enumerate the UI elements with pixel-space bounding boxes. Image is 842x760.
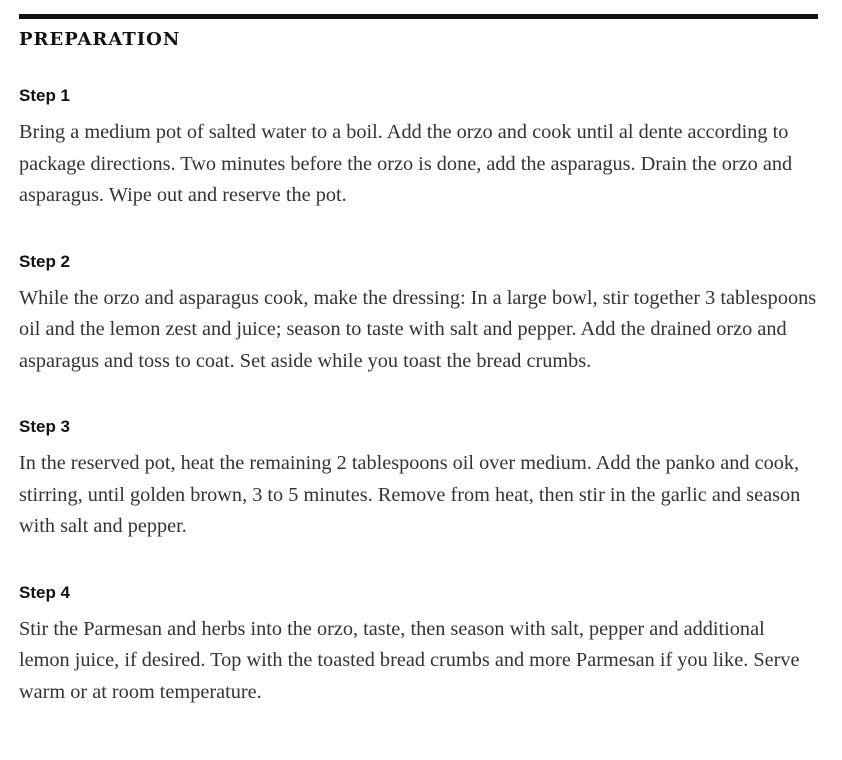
- step-2-label: Step 2: [19, 251, 71, 271]
- step-2: [19, 251, 818, 378]
- step-1-text: Bring a medium pot of salted water to a boil. Add the orzo and cook until al dente according to package directions. Two minutes before the orzo is done, add the asparagus. Drain the orzo and asparagus. Wipe out and reserve the pot.: [19, 121, 793, 206]
- step-4-label: Step 4: [19, 582, 71, 602]
- step-2-text: While the orzo and asparagus cook, make the dressing: In a large bowl, stir together 3 tablespoons oil and the lemon zest and juice; season to taste with salt and pepper. Add the drained orzo and asparagus and toss to coat. Set aside while you toast the bread crumbs.: [19, 286, 817, 372]
- step-1-label: Step 1: [19, 86, 71, 105]
- step-4: [19, 582, 818, 709]
- step-1: [19, 85, 818, 212]
- preparation-section: [19, 14, 818, 708]
- section-top-rule: [19, 14, 818, 19]
- step-3-label: Step 3: [19, 417, 71, 436]
- steps-list: [19, 85, 818, 708]
- preparation-heading: PREPARATION: [19, 29, 181, 50]
- step-4-text: Stir the Parmesan and herbs into the orzo, taste, then season with salt, pepper and additional lemon juice, if desired. Top with the toasted bread crumbs and more Parmesan if you like. Serve warm or at room temperature.: [19, 617, 800, 703]
- step-3: [19, 416, 818, 543]
- step-3-text: In the reserved pot, heat the remaining 2 tablespoons oil over medium. Add the panko and cook, stirring, until golden brown, 3 to 5 minutes. Remove from heat, then stir in the garlic and season with salt and pepper.: [19, 452, 801, 537]
